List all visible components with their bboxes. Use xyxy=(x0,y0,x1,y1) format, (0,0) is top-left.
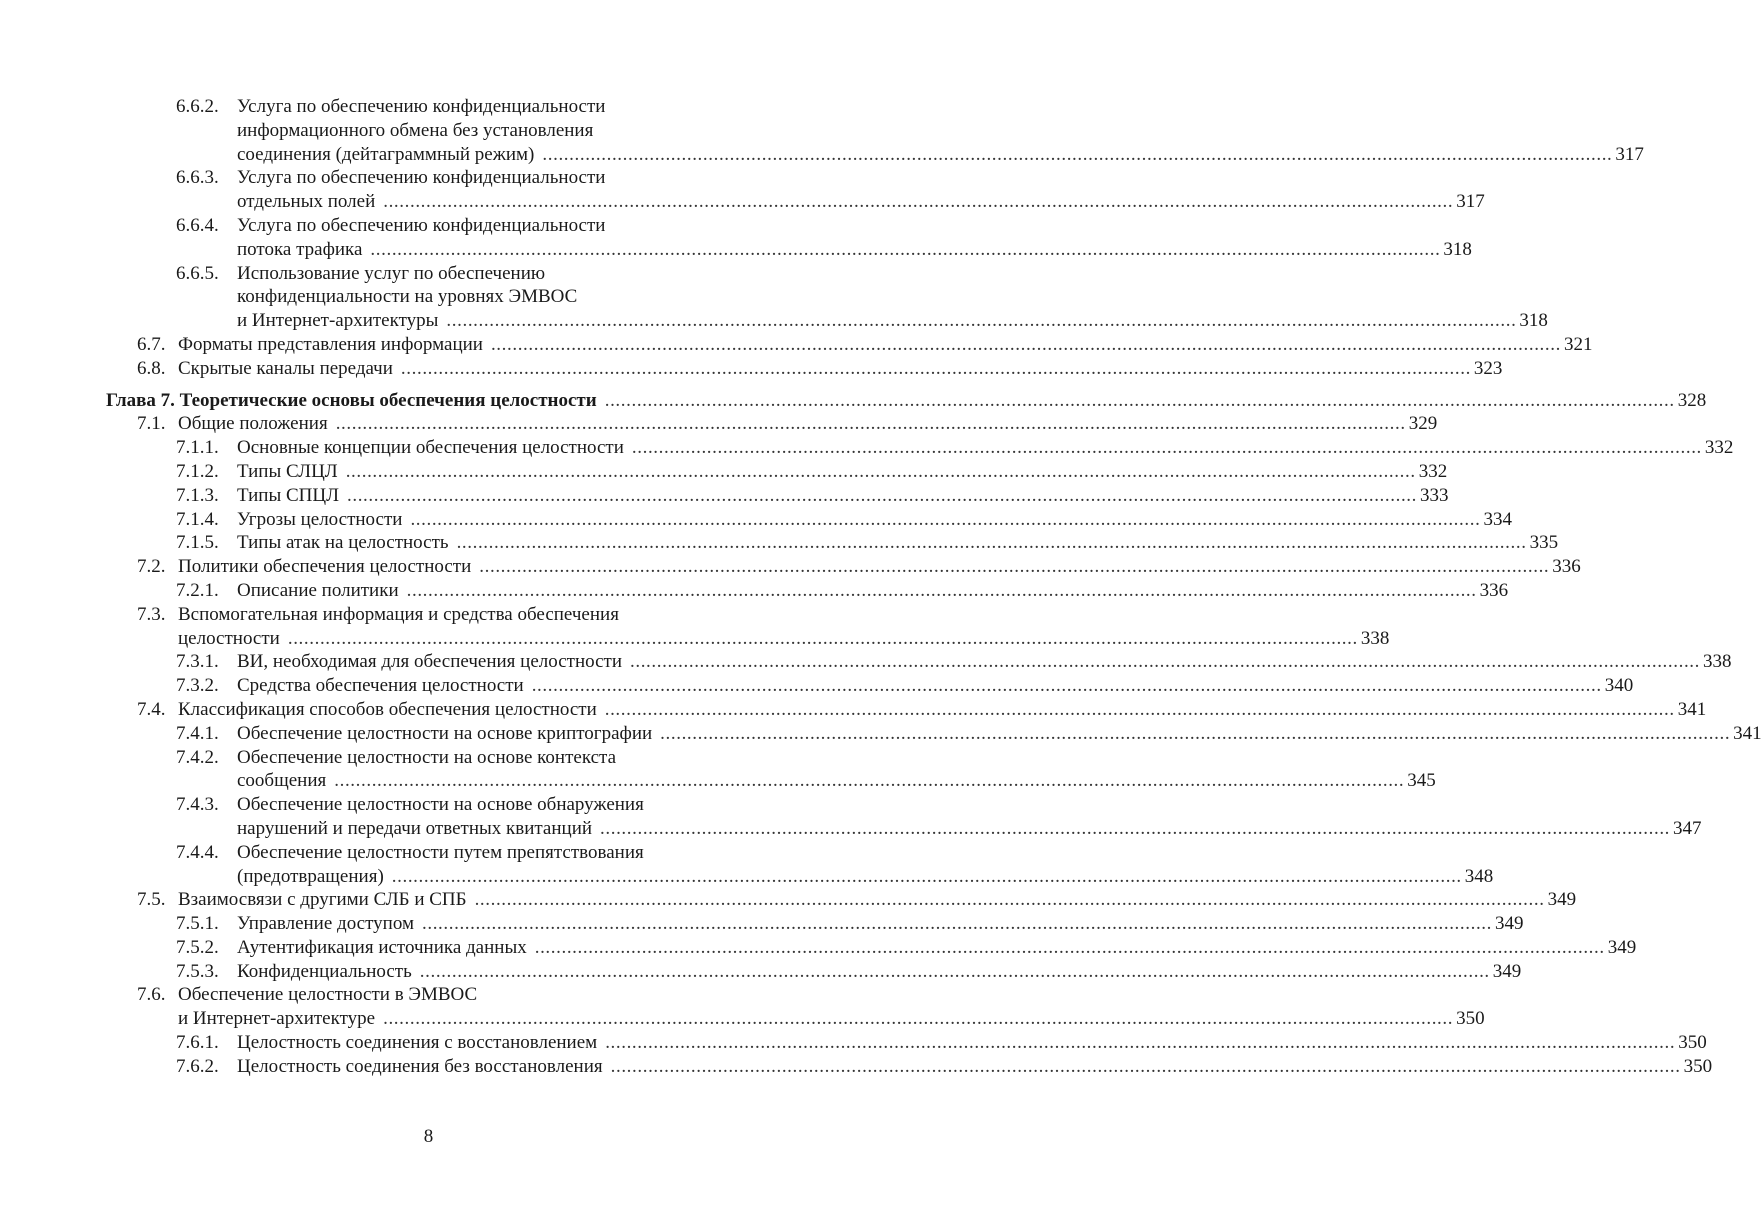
toc-page-number: 323 xyxy=(1473,357,1503,379)
toc-entry-title-line: (предотвращения) xyxy=(237,865,384,887)
toc-entry-number: 7.5.2. xyxy=(176,936,219,958)
toc-entry xyxy=(0,793,1702,841)
page-number: 8 xyxy=(423,1126,434,1147)
toc-entry xyxy=(0,262,1548,333)
toc-page-number: 318 xyxy=(1519,310,1548,332)
dot-leader: ........................................................................................................................................................................................................ xyxy=(347,484,1417,506)
toc-entry-title-line: Услуга по обеспечению конфиденциальности xyxy=(237,96,606,117)
toc-page-number: 317 xyxy=(1615,143,1644,165)
toc-entry xyxy=(0,357,1503,381)
toc-entry-title-line: Типы СЛЦЛ xyxy=(237,460,338,482)
dot-leader: ........................................................................................................................................................................................................ xyxy=(400,357,1471,379)
toc-entry-title-line: ВИ, необходимая для обеспечения целостности xyxy=(237,651,622,673)
toc-entry xyxy=(0,888,1577,912)
toc-entry-title-line: Политики обеспечения целостности xyxy=(178,556,472,578)
toc-entry-number: 7.4.4. xyxy=(176,841,219,863)
toc-entry xyxy=(0,214,1472,262)
dot-leader: ........................................................................................................................................................................................................ xyxy=(531,675,1602,697)
dot-leader: ........................................................................................................................................................................................................ xyxy=(410,508,1481,530)
toc-entry-title-line: Типы атак на целостность xyxy=(237,532,449,554)
dot-leader: ........................................................................................................................................................................................................ xyxy=(334,770,1405,792)
toc-page-number: 329 xyxy=(1408,413,1438,435)
toc-page-number: 350 xyxy=(1456,1008,1485,1030)
toc-entry-title-line: нарушений и передачи ответных квитанций xyxy=(237,817,593,839)
toc-entry-number: 7.1. xyxy=(137,413,166,435)
toc-entry-title-line: и Интернет-архитектуре xyxy=(178,1008,376,1030)
toc-entry xyxy=(0,412,1438,436)
toc-entry xyxy=(0,555,1581,579)
toc-page-number: 338 xyxy=(1703,651,1732,673)
toc-entry xyxy=(0,841,1494,889)
toc-entry xyxy=(0,983,1485,1031)
toc-entry-number: 7.3.1. xyxy=(176,651,219,673)
toc-entry-number: 7.1.3. xyxy=(176,484,219,506)
toc-entry xyxy=(0,484,1449,508)
toc-entry-number: 7.6. xyxy=(137,984,166,1006)
toc-page-number: 350 xyxy=(1683,1055,1713,1077)
toc-page-number: 336 xyxy=(1552,556,1581,578)
toc-entry-title-line: Форматы представления информации xyxy=(178,333,483,355)
toc-entry xyxy=(0,674,1634,698)
toc-page-number: 349 xyxy=(1495,913,1524,935)
toc-entry-title-line: Обеспечение целостности путем препятствования xyxy=(237,841,644,863)
toc-entry xyxy=(0,722,1762,746)
toc-page-number: 349 xyxy=(1547,889,1577,911)
toc-entry-title-line: Обеспечение целостности в ЭМВОС xyxy=(178,984,478,1006)
toc-entry-title-line: Общие положения xyxy=(178,413,328,435)
toc-entry-number: 7.1.5. xyxy=(176,532,219,554)
toc-entry xyxy=(0,936,1637,960)
dot-leader: ........................................................................................................................................................................................................ xyxy=(604,389,1675,411)
dot-leader: ........................................................................................................................................................................................................ xyxy=(406,579,1477,601)
toc-page-number: 334 xyxy=(1483,508,1512,530)
toc-entry xyxy=(0,1055,1713,1079)
toc-entry xyxy=(0,650,1732,674)
toc-entry xyxy=(0,603,1390,651)
toc-entry xyxy=(0,460,1448,484)
toc-entry-number: 7.5.3. xyxy=(176,960,219,982)
dot-leader: ........................................................................................................................................................................................................ xyxy=(534,936,1605,958)
toc-page-number: 341 xyxy=(1677,698,1707,720)
toc-entry-title-line: Целостность соединения без восстановления xyxy=(237,1055,603,1077)
dot-leader: ........................................................................................................................................................................................................ xyxy=(391,865,1462,887)
toc-page-number: 341 xyxy=(1733,722,1762,744)
table-of-contents xyxy=(0,95,1762,1079)
toc-entry-number: 7.2.1. xyxy=(176,579,219,601)
toc-entry-title-line: Основные концепции обеспечения целостности xyxy=(237,437,624,459)
toc-entry-title-line: потока трафика xyxy=(237,238,363,260)
toc-page-number: 333 xyxy=(1420,484,1449,506)
dot-leader: ........................................................................................................................................................................................................ xyxy=(610,1055,1681,1077)
toc-entry-title-line: целостности xyxy=(178,627,280,649)
dot-leader: ........................................................................................................................................................................................................ xyxy=(370,238,1441,260)
toc-entry-title-line: Услуга по обеспечению конфиденциальности xyxy=(237,167,606,189)
toc-entry-number: 7.5.1. xyxy=(176,913,219,935)
toc-entry-number: 7.4.1. xyxy=(176,722,219,744)
toc-entry-number: 7.3.2. xyxy=(176,675,219,697)
toc-entry-number: 6.6.2. xyxy=(176,96,219,117)
dot-leader: ........................................................................................................................................................................................................ xyxy=(345,460,1416,482)
toc-entry-title-line: конфиденциальности на уровнях ЭМВОС xyxy=(237,286,578,308)
toc-entry-number: 7.6.2. xyxy=(176,1055,219,1077)
dot-leader: ........................................................................................................................................................................................................ xyxy=(446,310,1517,332)
toc-entry-title-line: Обеспечение целостности на основе обнаружения xyxy=(237,794,644,816)
toc-page-number: 338 xyxy=(1360,627,1390,649)
toc-entry-title-line: отдельных полей xyxy=(237,191,376,213)
toc-entry-title-line: Классификация способов обеспечения целостности xyxy=(178,698,597,720)
toc-entry-number: 7.4. xyxy=(137,698,166,720)
toc-entry-number: 7.6.1. xyxy=(176,1032,219,1054)
toc-page-number: 345 xyxy=(1407,770,1436,792)
dot-leader: ........................................................................................................................................................................................................ xyxy=(287,627,1358,649)
dot-leader: ........................................................................................................................................................................................................ xyxy=(422,913,1492,935)
toc-chapter xyxy=(0,389,1707,413)
toc-entry xyxy=(0,95,1644,166)
toc-entry-title-line: Вспомогательная информация и средства обеспечения xyxy=(178,603,619,625)
toc-entry-number: 6.6.3. xyxy=(176,167,219,189)
toc-entry-title-line: Обеспечение целостности на основе криптографии xyxy=(237,722,653,744)
toc-entry-title-line: Типы СПЦЛ xyxy=(237,484,339,506)
toc-entry xyxy=(0,960,1522,984)
toc-entry-title-line: Скрытые каналы передачи xyxy=(178,357,393,379)
toc-entry-number: 7.4.3. xyxy=(176,794,219,816)
toc-entry-title-line: Конфиденциальность xyxy=(237,960,412,982)
toc-page-number: 336 xyxy=(1479,579,1509,601)
dot-leader: ........................................................................................................................................................................................................ xyxy=(631,437,1702,459)
dot-leader: ........................................................................................................................................................................................................ xyxy=(630,651,1700,673)
dot-leader: ........................................................................................................................................................................................................ xyxy=(456,532,1527,554)
dot-leader: ........................................................................................................................................................................................................ xyxy=(605,1032,1676,1054)
toc-page-number: 350 xyxy=(1678,1032,1707,1054)
toc-entry-title-line: Средства обеспечения целостности xyxy=(237,675,524,697)
toc-page-number: 317 xyxy=(1456,191,1485,213)
toc-entry-title-line: информационного обмена без установления xyxy=(237,119,594,141)
toc-page-number: 335 xyxy=(1529,532,1559,554)
toc-entry xyxy=(0,508,1512,532)
toc-entry xyxy=(0,1031,1707,1055)
toc-page-number: 328 xyxy=(1677,389,1707,411)
toc-entry xyxy=(0,579,1509,603)
toc-entry-title-line: Использование услуг по обеспечению xyxy=(237,262,546,284)
toc-page-number: 340 xyxy=(1604,675,1634,697)
dot-leader: ........................................................................................................................................................................................................ xyxy=(383,1008,1454,1030)
toc-entry-title-line: Услуга по обеспечению конфиденциальности xyxy=(237,214,606,236)
toc-entry-number: 6.6.5. xyxy=(176,262,219,284)
toc-page-number: 347 xyxy=(1673,817,1702,839)
toc-entry-number: 7.4.2. xyxy=(176,746,219,768)
toc-entry-number: 7.1.2. xyxy=(176,460,219,482)
dot-leader: ........................................................................................................................................................................................................ xyxy=(490,333,1561,355)
dot-leader: ........................................................................................................................................................................................................ xyxy=(383,191,1454,213)
toc-entry xyxy=(0,746,1436,794)
toc-entry-number: 7.1.1. xyxy=(176,437,219,459)
toc-entry-title-line: сообщения xyxy=(237,770,327,792)
toc-page-number: 318 xyxy=(1443,238,1472,260)
toc-entry-number: 6.7. xyxy=(137,333,166,355)
toc-page-number: 348 xyxy=(1464,865,1494,887)
toc-page-number: 332 xyxy=(1418,460,1448,482)
dot-leader: ........................................................................................................................................................................................................ xyxy=(542,143,1613,165)
toc-entry-title-line: Обеспечение целостности на основе контекста xyxy=(237,746,616,768)
dot-leader: ........................................................................................................................................................................................................ xyxy=(660,722,1731,744)
toc-entry-title-line: Описание политики xyxy=(237,579,399,601)
toc-entry xyxy=(0,166,1485,214)
dot-leader: ........................................................................................................................................................................................................ xyxy=(600,817,1671,839)
toc-entry-title-line: Угрозы целостности xyxy=(237,508,403,530)
toc-entry-number: 7.3. xyxy=(137,603,166,625)
toc-entry-title-line: соединения (дейтаграммный режим) xyxy=(237,143,535,165)
toc-entry-number: 7.1.4. xyxy=(176,508,219,530)
toc-entry-number: 6.8. xyxy=(137,357,166,379)
toc-entry-title-line: Глава 7. Теоретические основы обеспечения целостности xyxy=(106,389,597,411)
toc-entry-number: 6.6.4. xyxy=(176,214,219,236)
toc-page-number: 332 xyxy=(1704,437,1734,459)
toc-entry-title-line: Аутентификация источника данных xyxy=(237,936,527,958)
toc-entry-title-line: Взаимосвязи с другими СЛБ и СПБ xyxy=(178,889,467,911)
toc-page-number: 349 xyxy=(1492,960,1522,982)
dot-leader: ........................................................................................................................................................................................................ xyxy=(335,413,1406,435)
dot-leader: ........................................................................................................................................................................................................ xyxy=(474,889,1545,911)
toc-entry-number: 7.2. xyxy=(137,556,166,578)
toc-entry-title-line: Целостность соединения с восстановлением xyxy=(237,1032,598,1054)
toc-entry-title-line: и Интернет-архитектуры xyxy=(237,310,439,332)
toc-entry-title-line: Управление доступом xyxy=(237,913,414,935)
dot-leader: ........................................................................................................................................................................................................ xyxy=(604,698,1675,720)
toc-entry xyxy=(0,912,1524,936)
toc-entry xyxy=(0,531,1559,555)
dot-leader: ........................................................................................................................................................................................................ xyxy=(419,960,1490,982)
toc-entry xyxy=(0,436,1734,460)
dot-leader: ........................................................................................................................................................................................................ xyxy=(479,556,1550,578)
toc-page-number: 349 xyxy=(1607,936,1637,958)
toc-entry-number: 7.5. xyxy=(137,889,166,911)
toc-entry xyxy=(0,333,1593,357)
toc-entry xyxy=(0,698,1707,722)
toc-page-number: 321 xyxy=(1563,333,1593,355)
